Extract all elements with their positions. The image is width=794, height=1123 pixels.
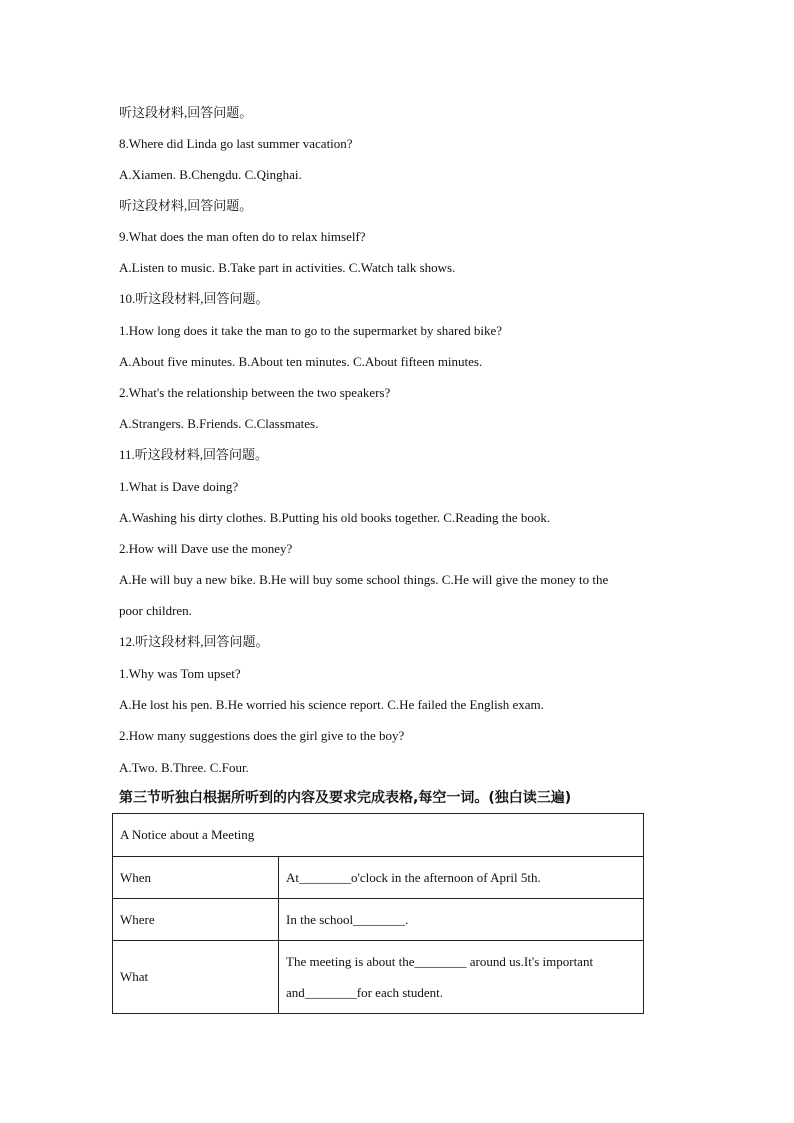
- row-value-where: In the school________.: [279, 899, 644, 941]
- what-line-1: The meeting is about the________ around us.It's important: [286, 954, 594, 969]
- row-label-what: What: [113, 941, 279, 1014]
- text-line: 听这段材料,回答问题。: [119, 198, 253, 213]
- text-line: 11.听这段材料,回答问题。: [119, 447, 269, 462]
- section-heading: 第三节听独白根据所听到的内容及要求完成表格,每空一词。(独白读三遍): [119, 790, 572, 806]
- text-line: 2.How many suggestions does the girl give to the boy?: [119, 728, 405, 743]
- text-line: A.Two. B.Three. C.Four.: [119, 760, 249, 775]
- text-line: A.Washing his dirty clothes. B.Putting his old books together. C.Reading the book.: [119, 510, 551, 525]
- row-label-when: When: [113, 857, 279, 899]
- what-line-2: and________for each student.: [286, 985, 444, 1000]
- text-line: 1.What is Dave doing?: [119, 479, 239, 494]
- row-label-where: Where: [113, 899, 279, 941]
- table-row: [113, 899, 644, 941]
- row-value-when: At________o'clock in the afternoon of April 5th.: [279, 857, 644, 899]
- text-line: 2.How will Dave use the money?: [119, 541, 293, 556]
- table-row: [113, 941, 644, 1014]
- text-line: A.Xiamen. B.Chengdu. C.Qinghai.: [119, 167, 302, 182]
- text-line: 听这段材料,回答问题。: [119, 105, 253, 120]
- table-title: A Notice about a Meeting: [113, 814, 644, 857]
- text-line: 1.Why was Tom upset?: [119, 666, 241, 681]
- text-line: 2.What's the relationship between the two speakers?: [119, 385, 391, 400]
- text-line: 9.What does the man often do to relax himself?: [119, 229, 366, 244]
- notice-table: [112, 813, 644, 1014]
- text-line: A.He lost his pen. B.He worried his science report. C.He failed the English exam.: [119, 697, 544, 712]
- text-line: A.Strangers. B.Friends. C.Classmates.: [119, 416, 319, 431]
- text-line: 8.Where did Linda go last summer vacation?: [119, 136, 353, 151]
- text-line: 12.听这段材料,回答问题。: [119, 634, 269, 649]
- text-line: A.Listen to music. B.Take part in activities. C.Watch talk shows.: [119, 260, 456, 275]
- text-line: poor children.: [119, 603, 192, 618]
- table-row: [113, 857, 644, 899]
- text-line: 1.How long does it take the man to go to the supermarket by shared bike?: [119, 323, 503, 338]
- text-line: 10.听这段材料,回答问题。: [119, 291, 269, 306]
- text-line: A.About five minutes. B.About ten minutes. C.About fifteen minutes.: [119, 354, 483, 369]
- row-value-what: [279, 941, 644, 1014]
- table-title-row: [113, 814, 644, 857]
- text-line: A.He will buy a new bike. B.He will buy some school things. C.He will give the money to the: [119, 572, 609, 587]
